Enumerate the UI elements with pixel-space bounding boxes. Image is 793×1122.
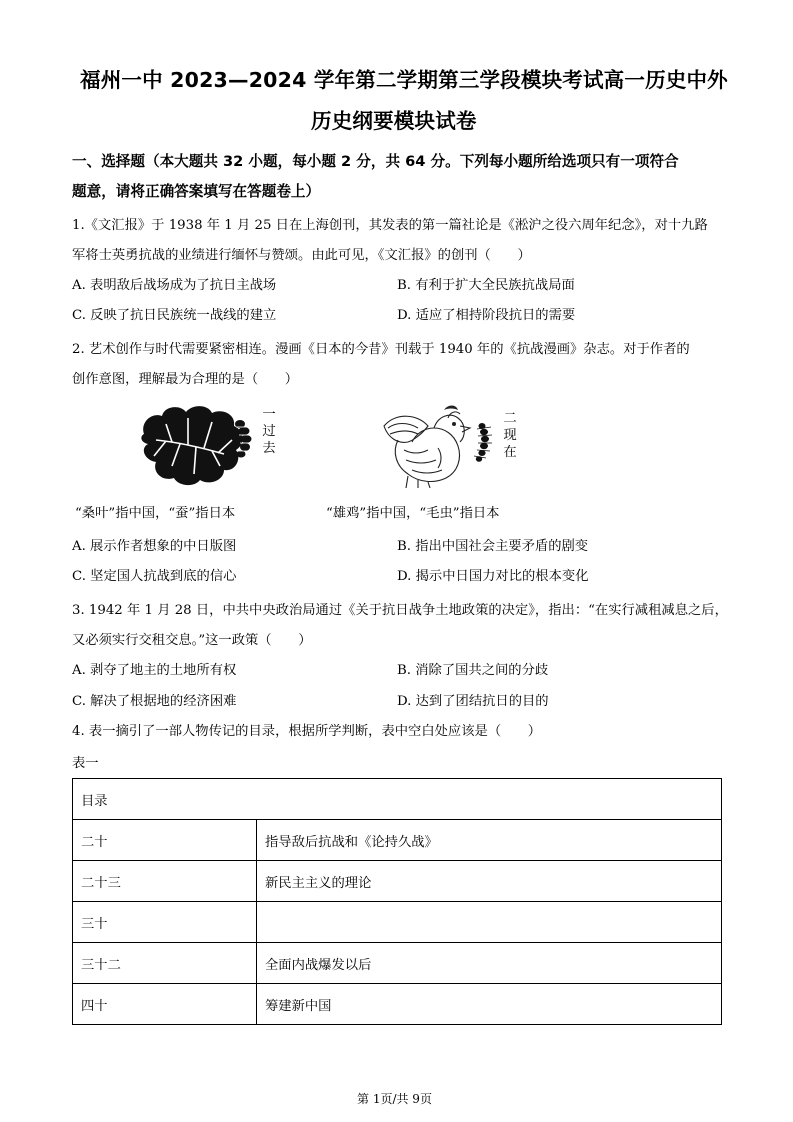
question-2-option-a[interactable]: A. 展示作者想象的中日版图 (72, 539, 237, 554)
chapter-title: 筹建新中国 (257, 984, 722, 1025)
table-label: 表一 (72, 756, 99, 771)
question-3-option-a[interactable]: A. 剥夺了地主的土地所有权 (72, 663, 237, 678)
question-1-option-d[interactable]: D. 适应了相持阶段抗日的需要 (397, 308, 576, 323)
table-header-cell: 目录 (73, 779, 722, 820)
question-3-stem-line-2: 又必须实行交租交息。”这一政策（ ） (72, 633, 312, 648)
question-1-option-c[interactable]: C. 反映了抗日民族统一战线的建立 (72, 308, 277, 323)
table-row (73, 984, 722, 1025)
biography-contents-table (72, 778, 722, 1025)
chapter-number: 二十 (73, 820, 257, 861)
mulberry-leaf-silkworm-illustration (136, 400, 261, 490)
cartoon-caption-right: “雄鸡”指中国，“毛虫”指日本 (326, 506, 500, 521)
chapter-number: 三十 (73, 902, 257, 943)
cartoon-label-present: 二现在 (503, 411, 517, 460)
section-heading-line-2: 题意，请将正确答案填写在答题卷上） (72, 183, 321, 200)
rooster-caterpillar-illustration (378, 404, 500, 490)
page-title-line-2: 历史纲要模块试卷 (311, 109, 477, 133)
chapter-title: 新民主主义的理论 (257, 861, 722, 902)
chapter-title: 指导敌后抗战和《论持久战》 (257, 820, 722, 861)
question-3-option-d[interactable]: D. 达到了团结抗日的目的 (397, 694, 549, 709)
chapter-number: 三十二 (73, 943, 257, 984)
question-2-option-c[interactable]: C. 坚定国人抗战到底的信心 (72, 569, 237, 584)
question-2-stem-line-2: 创作意图，理解最为合理的是（ ） (72, 372, 299, 387)
question-3-stem-line-1: 3. 1942 年 1 月 28 日，中共中央政治局通过《关于抗日战争土地政策的决定》，指出：“在实行减租减息之后， (72, 603, 728, 618)
cartoon-label-past: 一过去 (262, 407, 276, 456)
chapter-title: 全面内战爆发以后 (257, 943, 722, 984)
chapter-title-blank (257, 902, 722, 943)
table-row (73, 902, 722, 943)
cartoon-caption-left: “桑叶”指中国，“蚕”指日本 (75, 506, 236, 521)
table-row (73, 861, 722, 902)
page-number: 第 1页/共 9页 (357, 1092, 432, 1106)
question-2-option-b[interactable]: B. 指出中国社会主要矛盾的剧变 (397, 539, 589, 554)
question-4-stem: 4. 表一摘引了一部人物传记的目录，根据所学判断，表中空白处应该是（ ） (72, 724, 542, 739)
question-3-option-b[interactable]: B. 消除了国共之间的分歧 (397, 663, 549, 678)
question-3-option-c[interactable]: C. 解决了根据地的经济困难 (72, 694, 237, 709)
chapter-number: 四十 (73, 984, 257, 1025)
question-1-option-b[interactable]: B. 有利于扩大全民族抗战局面 (397, 278, 575, 293)
question-2-option-d[interactable]: D. 揭示中日国力对比的根本变化 (397, 569, 589, 584)
question-1-stem-line-1: 1.《文汇报》于 1938 年 1 月 25 日在上海创刊，其发表的第一篇社论是《淞沪之役六周年纪念》，对十九路 (72, 218, 708, 233)
table-row (73, 943, 722, 984)
page-title-line-1: 福州一中 2023—2024 学年第二学期第三学段模块考试高一历史中外 (80, 68, 728, 92)
table-row (73, 820, 722, 861)
question-1-option-a[interactable]: A. 表明敌后战场成为了抗日主战场 (72, 278, 277, 293)
question-2-stem-line-1: 2. 艺术创作与时代需要紧密相连。漫画《日本的今昔》刊载于 1940 年的《抗战漫画》杂志。对于作者的 (72, 342, 690, 357)
question-1-stem-line-2: 军将士英勇抗战的业绩进行缅怀与赞颂。由此可见，《文汇报》的创刊（ ） (72, 248, 531, 263)
section-heading-line-1: 一、选择题（本大题共 32 小题，每小题 2 分，共 64 分。下列每小题所给选项只有一项符合 (72, 153, 679, 170)
table-header-row (73, 779, 722, 820)
chapter-number: 二十三 (73, 861, 257, 902)
